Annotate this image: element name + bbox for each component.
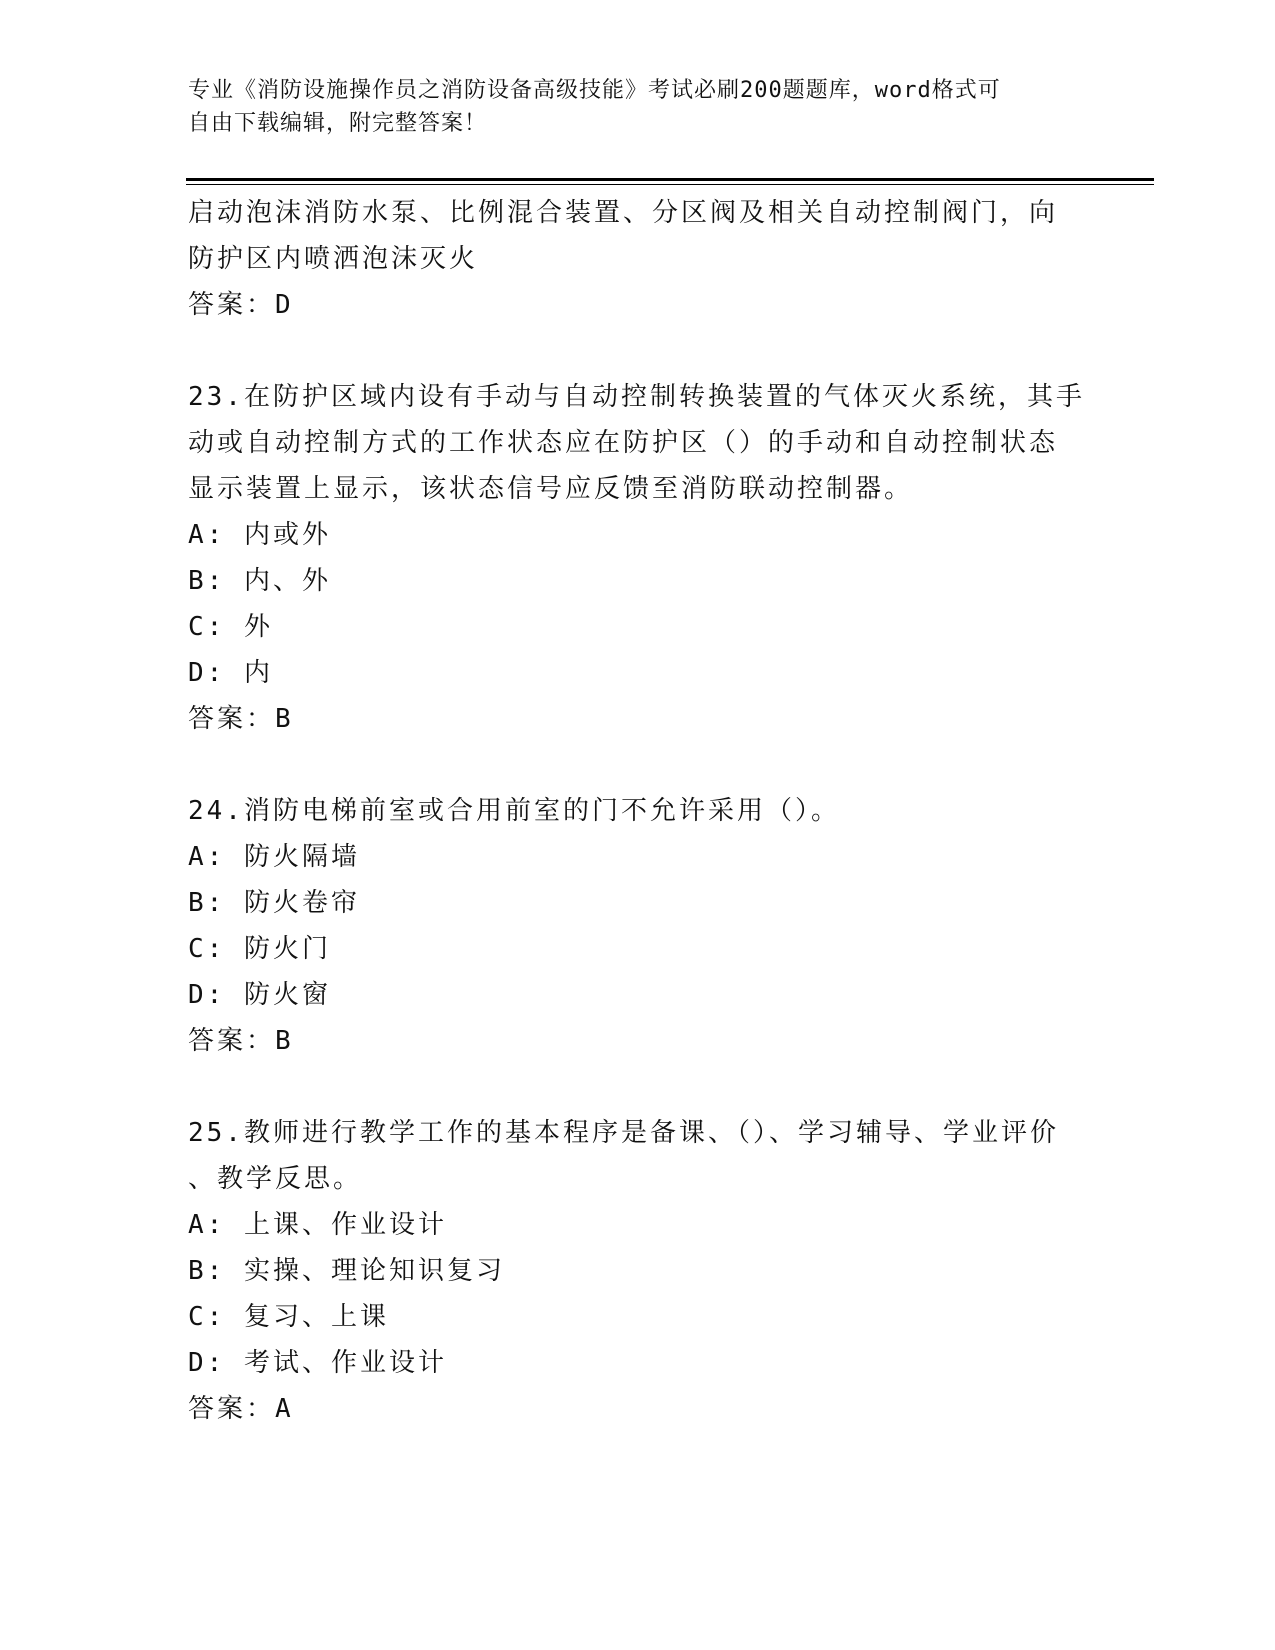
option-c: C: 外 — [188, 612, 273, 642]
answer-line: 答案：A — [188, 1394, 294, 1424]
answer-line: 答案：B — [188, 1026, 294, 1056]
question-text: 动或自动控制方式的工作状态应在防护区（）的手动和自动控制状态 — [188, 428, 1059, 458]
question-text: 、教学反思。 — [188, 1164, 363, 1194]
answer-line: 答案：D — [188, 290, 294, 320]
option-a: A: 防火隔墙 — [188, 842, 360, 872]
question-text: 24.消防电梯前室或合用前室的门不允许采用（）。 — [188, 796, 840, 826]
header-divider — [186, 178, 1154, 181]
question-24 — [188, 788, 1088, 1064]
option-d: D: 考试、作业设计 — [188, 1348, 447, 1378]
question-text: 防护区内喷洒泡沫灭火 — [188, 244, 479, 274]
option-b: B: 内、外 — [188, 566, 331, 596]
option-a: A: 内或外 — [188, 520, 331, 550]
question-23 — [188, 374, 1088, 742]
document-header — [188, 74, 1068, 140]
option-b: B: 防火卷帘 — [188, 888, 360, 918]
header-line: 专业《消防设施操作员之消防设备高级技能》考试必刷200题题库，word格式可 — [188, 78, 1001, 103]
question-text: 显示装置上显示，该状态信号应反馈至消防联动控制器。 — [188, 474, 914, 504]
header-divider-thin — [186, 184, 1154, 185]
option-a: A: 上课、作业设计 — [188, 1210, 447, 1240]
option-d: D: 防火窗 — [188, 980, 331, 1010]
answer-line: 答案：B — [188, 704, 294, 734]
option-c: C: 防火门 — [188, 934, 331, 964]
question-text: 23.在防护区域内设有手动与自动控制转换装置的气体灭火系统，其手 — [188, 382, 1085, 412]
option-d: D: 内 — [188, 658, 273, 688]
question-list — [188, 190, 1088, 1432]
question-fragment — [188, 190, 1088, 328]
question-text: 启动泡沫消防水泵、比例混合装置、分区阀及相关自动控制阀门，向 — [188, 198, 1059, 228]
question-25 — [188, 1110, 1088, 1432]
option-c: C: 复习、上课 — [188, 1302, 389, 1332]
header-line: 自由下载编辑，附完整答案！ — [188, 111, 488, 136]
question-text: 25.教师进行教学工作的基本程序是备课、（）、学习辅导、学业评价 — [188, 1118, 1059, 1148]
option-b: B: 实操、理论知识复习 — [188, 1256, 505, 1286]
